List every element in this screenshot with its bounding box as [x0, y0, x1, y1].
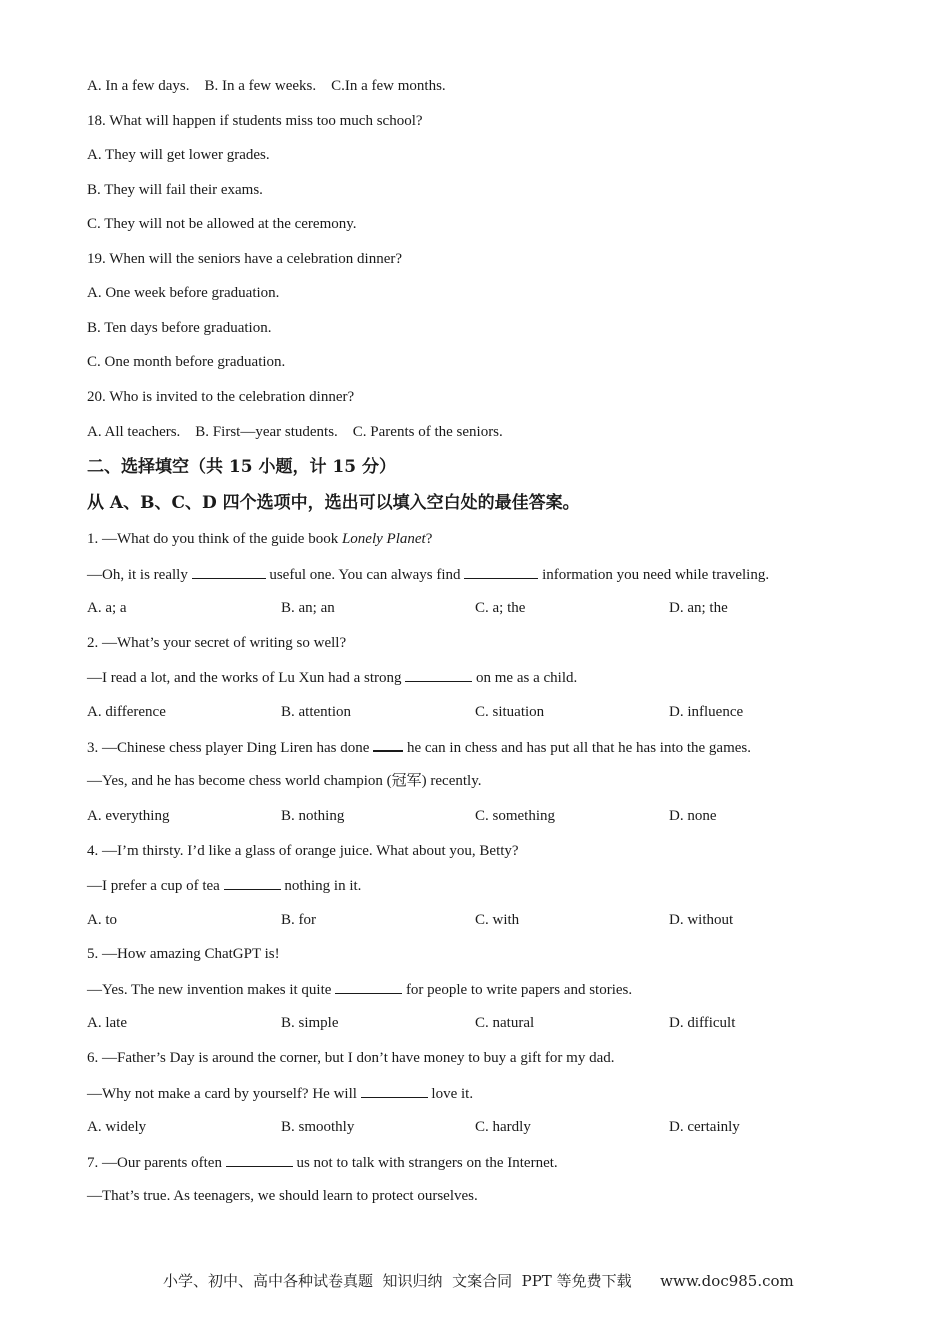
blank [405, 667, 472, 682]
q6-option-a: A. widely [87, 1119, 147, 1135]
q5-option-c: C. natural [475, 1015, 535, 1031]
answer-text: useful one. You can always find [265, 567, 465, 583]
blank [335, 979, 402, 994]
question-7 [87, 1152, 558, 1173]
q3-option-a: A. everything [87, 808, 170, 824]
answer-text: information you need while traveling. [538, 567, 770, 583]
q3-option-b: B. nothing [281, 808, 345, 824]
q20-question: 20. Who is invited to the celebration dinner? [87, 389, 355, 405]
q17-options: A. In a few days. B. In a few weeks. C.In a few months. [87, 78, 446, 94]
q1-option-b: B. an; an [281, 600, 335, 616]
q1-option-c: C. a; the [475, 600, 526, 616]
q4-option-a: A. to [87, 912, 117, 928]
blank [373, 736, 403, 752]
book-title: Lonely Planet [341, 531, 426, 547]
question-2: 2. —What’s your secret of writing so well? [87, 635, 347, 651]
q19-option-c: C. One month before graduation. [87, 354, 286, 370]
question-6: 6. —Father’s Day is around the corner, but I don’t have money to buy a gift for my dad. [87, 1050, 615, 1066]
section2-instruction: 从 A、B、C、D 四个选项中，选出可以填入空白处的最佳答案。 [87, 493, 580, 513]
q4-option-d: D. without [669, 912, 734, 928]
q3-option-d: D. none [669, 808, 717, 824]
q1-option-d: D. an; the [669, 600, 728, 616]
blank [192, 564, 266, 579]
answer-text: —I read a lot, and the works of Lu Xun had a strong [87, 670, 406, 686]
blank [226, 1152, 293, 1167]
question-1 [87, 529, 432, 549]
question-text: ? [425, 531, 433, 547]
q6-option-c: C. hardly [475, 1119, 531, 1135]
question-text: 7. —Our parents often [87, 1155, 226, 1171]
question-text: 3. —Chinese chess player Ding Liren has done [87, 740, 374, 756]
q2-option-c: C. situation [475, 704, 545, 720]
answer-text: —Why not make a card by yourself? He will [87, 1086, 361, 1102]
blank [361, 1083, 428, 1098]
answer-5 [87, 979, 632, 1000]
blank [224, 875, 281, 890]
answer-1 [87, 564, 769, 585]
question-3 [87, 736, 751, 758]
section2-title: 二、选择填空（共 15 小题，计 15 分） [87, 457, 396, 477]
question-text: he can in chess and has put all that he has into the games. [403, 740, 752, 756]
answer-6 [87, 1083, 473, 1104]
q2-option-d: D. influence [669, 704, 744, 720]
question-5: 5. —How amazing ChatGPT is! [87, 946, 280, 962]
q18-option-b: B. They will fail their exams. [87, 182, 263, 198]
question-4: 4. —I’m thirsty. I’d like a glass of orange juice. What about you, Betty? [87, 843, 519, 859]
q6-option-d: D. certainly [669, 1119, 740, 1135]
page-footer: 小学、初中、高中各种试卷真题 知识归纳 文案合同 PPT 等免费下载 www.doc985.com [163, 1272, 794, 1290]
answer-text: —Yes. The new invention makes it quite [87, 982, 336, 998]
question-text: us not to talk with strangers on the Internet. [292, 1155, 558, 1171]
q19-option-b: B. Ten days before graduation. [87, 320, 272, 336]
q3-option-c: C. something [475, 808, 556, 824]
question-text: 1. —What do you think of the guide book [87, 531, 342, 547]
q5-option-b: B. simple [281, 1015, 339, 1031]
q5-option-a: A. late [87, 1015, 127, 1031]
q19-option-a: A. One week before graduation. [87, 285, 280, 301]
q6-option-b: B. smoothly [281, 1119, 355, 1135]
answer-text: love it. [427, 1086, 474, 1102]
q18-option-a: A. They will get lower grades. [87, 147, 270, 163]
q19-question: 19. When will the seniors have a celebration dinner? [87, 251, 403, 267]
q18-option-c: C. They will not be allowed at the ceremony. [87, 216, 357, 232]
q4-option-b: B. for [281, 912, 316, 928]
q5-option-d: D. difficult [669, 1015, 736, 1031]
q2-option-b: B. attention [281, 704, 351, 720]
answer-text: —I prefer a cup of tea [87, 878, 224, 894]
blank [464, 564, 538, 579]
q1-option-a: A. a; a [87, 600, 127, 616]
answer-text: —Oh, it is really [87, 567, 192, 583]
answer-4 [87, 875, 361, 896]
answer-2 [87, 667, 577, 688]
q18-question: 18. What will happen if students miss too much school? [87, 113, 423, 129]
q4-option-c: C. with [475, 912, 520, 928]
answer-text: nothing in it. [280, 878, 362, 894]
q20-options: A. All teachers. B. First—year students. C. Parents of the seniors. [87, 424, 503, 440]
answer-text: on me as a child. [472, 670, 578, 686]
answer-7: —That’s true. As teenagers, we should learn to protect ourselves. [87, 1188, 478, 1204]
answer-text: for people to write papers and stories. [402, 982, 633, 998]
q2-option-a: A. difference [87, 704, 166, 720]
answer-3: —Yes, and he has become chess world champion (冠军) recently. [87, 773, 482, 789]
